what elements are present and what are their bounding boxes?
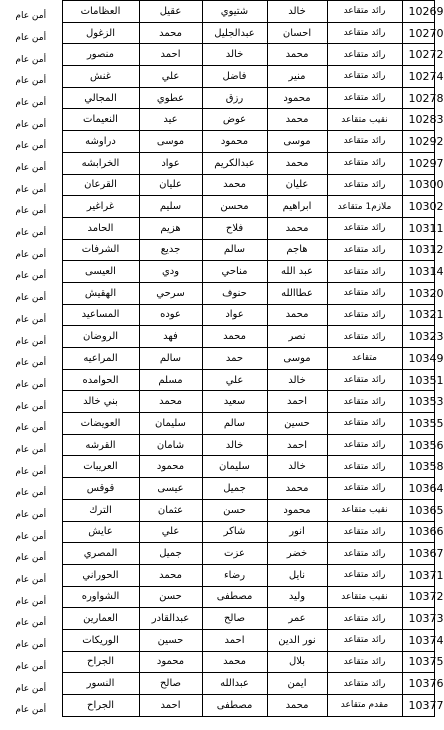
father-name-cell: عبدالكريم [202, 152, 267, 174]
rank-cell: رائد متقاعد [327, 217, 402, 239]
father-name-cell: صالح [202, 608, 267, 630]
first-name-cell: احمد [267, 391, 327, 413]
first-name-cell: هاجم [267, 239, 327, 261]
rank-cell: رائد متقاعد [327, 239, 402, 261]
rank-cell: رائد متقاعد [327, 629, 402, 651]
table-row [0, 348, 434, 370]
rank-cell: رائد متقاعد [327, 456, 402, 478]
first-name-cell: انور [267, 521, 327, 543]
table-row [0, 521, 434, 543]
grandfather-name-cell: عيسى [139, 478, 202, 500]
father-name-cell: حمد [202, 348, 267, 370]
family-name-cell: الهقيش [62, 282, 139, 304]
family-name-cell: الروضان [62, 326, 139, 348]
father-name-cell: رضاء [202, 564, 267, 586]
table-row [0, 87, 434, 109]
id-number-cell: 10312 [402, 239, 434, 261]
family-name-cell: النعيمات [62, 109, 139, 131]
directorate-cell: أمن عام [15, 97, 47, 108]
family-name-cell: الجراح [62, 695, 139, 717]
directorate-cell: أمن عام [15, 336, 47, 347]
family-name-cell: النسور [62, 673, 139, 695]
table-row [0, 44, 434, 66]
table-row [0, 261, 434, 283]
rank-cell: رائد متقاعد [327, 543, 402, 565]
id-number-cell: 10376 [402, 673, 434, 695]
father-name-cell: سالم [202, 239, 267, 261]
rank-cell: رائد متقاعد [327, 673, 402, 695]
family-name-cell: قوقس [62, 478, 139, 500]
table-row [0, 131, 434, 153]
grandfather-name-cell: شامان [139, 434, 202, 456]
first-name-cell: نصر [267, 326, 327, 348]
table-row [0, 413, 434, 435]
father-name-cell: شتيوي [202, 1, 267, 23]
grandfather-name-cell: جميل [139, 543, 202, 565]
directorate-cell: أمن عام [15, 553, 47, 564]
id-number-cell: 10269 [402, 1, 434, 23]
first-name-cell: خضر [267, 543, 327, 565]
rank-cell: رائد متقاعد [327, 434, 402, 456]
family-name-cell: الشواوره [62, 586, 139, 608]
directorate-cell: أمن عام [15, 640, 47, 651]
grandfather-name-cell: سليم [139, 196, 202, 218]
family-name-cell: القرعان [62, 174, 139, 196]
rank-cell: مقدم متقاعد [327, 695, 402, 717]
first-name-cell: موسى [267, 348, 327, 370]
directorate-cell: أمن عام [15, 575, 47, 586]
table-row [0, 391, 434, 413]
grandfather-name-cell: عطوي [139, 87, 202, 109]
father-name-cell: مناحي [202, 261, 267, 283]
rank-cell: نقيب متقاعد [327, 586, 402, 608]
family-name-cell: العيسى [62, 261, 139, 283]
grandfather-name-cell: جديع [139, 239, 202, 261]
grandfather-name-cell: عليان [139, 174, 202, 196]
father-name-cell: رزق [202, 87, 267, 109]
first-name-cell: حسين [267, 413, 327, 435]
rank-cell: رائد متقاعد [327, 66, 402, 88]
first-name-cell: نور الدين [267, 629, 327, 651]
family-name-cell: المجالي [62, 87, 139, 109]
grandfather-name-cell: محمد [139, 22, 202, 44]
grandfather-name-cell: محمود [139, 651, 202, 673]
father-name-cell: عزت [202, 543, 267, 565]
family-name-cell: العريبات [62, 456, 139, 478]
family-name-cell: العويضات [62, 413, 139, 435]
rank-cell: رائد متقاعد [327, 22, 402, 44]
first-name-cell: محمد [267, 44, 327, 66]
directorate-cell: أمن عام [15, 379, 47, 390]
grandfather-name-cell: مسلم [139, 369, 202, 391]
table-row [0, 434, 434, 456]
father-name-cell: مصطفى [202, 695, 267, 717]
id-number-cell: 10314 [402, 261, 434, 283]
directorate-cell: أمن عام [15, 228, 47, 239]
first-name-cell: محمد [267, 304, 327, 326]
first-name-cell: منير [267, 66, 327, 88]
father-name-cell: شاكر [202, 521, 267, 543]
rank-cell: رائد متقاعد [327, 651, 402, 673]
id-number-cell: 10272 [402, 44, 434, 66]
father-name-cell: سعيد [202, 391, 267, 413]
father-name-cell: حنوف [202, 282, 267, 304]
first-name-cell: خالد [267, 1, 327, 23]
grandfather-name-cell: عبدالقادر [139, 608, 202, 630]
rank-cell: رائد متقاعد [327, 1, 402, 23]
first-name-cell: محمد [267, 478, 327, 500]
father-name-cell: احمد [202, 629, 267, 651]
table-row [0, 282, 434, 304]
family-name-cell: العمارين [62, 608, 139, 630]
family-name-cell: الحوامده [62, 369, 139, 391]
table-row [0, 695, 434, 717]
table-row [0, 109, 434, 131]
directorate-cell: أمن عام [15, 531, 47, 542]
id-number-cell: 10297 [402, 152, 434, 174]
directorate-cell: أمن عام [15, 271, 47, 282]
rank-cell: رائد متقاعد [327, 131, 402, 153]
id-number-cell: 10274 [402, 66, 434, 88]
id-number-cell: 10351 [402, 369, 434, 391]
family-name-cell: بني خالد [62, 391, 139, 413]
rank-cell: رائد متقاعد [327, 478, 402, 500]
directorate-cell: أمن عام [15, 314, 47, 325]
directorate-cell: أمن عام [15, 423, 47, 434]
directorate-cell: أمن عام [15, 661, 47, 672]
directorate-cell: أمن عام [15, 466, 47, 477]
family-name-cell: عايش [62, 521, 139, 543]
first-name-cell: خالد [267, 456, 327, 478]
table-row [0, 369, 434, 391]
father-name-cell: سالم [202, 413, 267, 435]
first-name-cell: محمود [267, 87, 327, 109]
first-name-cell: موسى [267, 131, 327, 153]
id-number-cell: 10349 [402, 348, 434, 370]
rank-cell: رائد متقاعد [327, 44, 402, 66]
father-name-cell: عوض [202, 109, 267, 131]
family-name-cell: الوريكات [62, 629, 139, 651]
directorate-cell: أمن عام [15, 119, 47, 130]
rank-cell: متقاعد [327, 348, 402, 370]
id-number-cell: 10292 [402, 131, 434, 153]
grandfather-name-cell: موسى [139, 131, 202, 153]
first-name-cell: احمد [267, 434, 327, 456]
grandfather-name-cell: سليمان [139, 413, 202, 435]
first-name-cell: نايل [267, 564, 327, 586]
first-name-cell: عطاالله [267, 282, 327, 304]
grandfather-name-cell: علي [139, 66, 202, 88]
rank-cell: رائد متقاعد [327, 521, 402, 543]
directorate-cell: أمن عام [15, 163, 47, 173]
table-row [0, 326, 434, 348]
family-name-cell: دراوشه [62, 131, 139, 153]
id-number-cell: 10372 [402, 586, 434, 608]
first-name-cell: وليد [267, 586, 327, 608]
grandfather-name-cell: عثمان [139, 499, 202, 521]
table-row [0, 651, 434, 673]
table-row [0, 673, 434, 695]
first-name-cell: عليان [267, 174, 327, 196]
father-name-cell: محمد [202, 174, 267, 196]
table-row [0, 304, 434, 326]
rank-cell: ملازم1 متقاعد [327, 196, 402, 218]
grandfather-name-cell: حسين [139, 629, 202, 651]
grandfather-name-cell: علي [139, 521, 202, 543]
id-number-cell: 10278 [402, 87, 434, 109]
id-number-cell: 10323 [402, 326, 434, 348]
directorate-cell: أمن عام [15, 683, 47, 694]
table-row [0, 217, 434, 239]
table-row [0, 564, 434, 586]
id-number-cell: 10353 [402, 391, 434, 413]
id-number-cell: 10373 [402, 608, 434, 630]
family-name-cell: الزغول [62, 22, 139, 44]
id-number-cell: 10356 [402, 434, 434, 456]
directorate-cell: أمن عام [15, 54, 47, 65]
father-name-cell: فاضل [202, 66, 267, 88]
family-name-cell: منصور [62, 44, 139, 66]
father-name-cell: محمد [202, 651, 267, 673]
family-name-cell: غراغير [62, 196, 139, 218]
rank-cell: رائد متقاعد [327, 174, 402, 196]
id-number-cell: 10371 [402, 564, 434, 586]
directorate-cell: أمن عام [15, 206, 47, 217]
directorate-cell: أمن عام [15, 705, 47, 716]
table-body [0, 1, 444, 717]
rank-cell: نقيب متقاعد [327, 499, 402, 521]
first-name-cell: محمود [267, 499, 327, 521]
family-name-cell: الشرفات [62, 239, 139, 261]
table-row [0, 66, 434, 88]
family-name-cell: الترك [62, 499, 139, 521]
father-name-cell: حسن [202, 499, 267, 521]
first-name-cell: محمد [267, 217, 327, 239]
father-name-cell: محسن [202, 196, 267, 218]
table-row [0, 629, 434, 651]
family-name-cell: القرشه [62, 434, 139, 456]
rank-cell: رائد متقاعد [327, 282, 402, 304]
directorate-cell: أمن عام [15, 401, 47, 412]
table-row [0, 152, 434, 174]
table-row [0, 196, 434, 218]
id-number-cell: 10270 [402, 22, 434, 44]
family-name-cell: المراعيه [62, 348, 139, 370]
id-number-cell: 10300 [402, 174, 434, 196]
father-name-cell: عواد [202, 304, 267, 326]
id-number-cell: 10355 [402, 413, 434, 435]
id-number-cell: 10311 [402, 217, 434, 239]
rank-cell: رائد متقاعد [327, 326, 402, 348]
grandfather-name-cell: سرحي [139, 282, 202, 304]
grandfather-name-cell: عيد [139, 109, 202, 131]
grandfather-name-cell: سالم [139, 348, 202, 370]
directorate-cell: أمن عام [15, 510, 47, 520]
id-number-cell: 10377 [402, 695, 434, 717]
father-name-cell: عبدالجليل [202, 22, 267, 44]
father-name-cell: خالد [202, 434, 267, 456]
id-number-cell: 10302 [402, 196, 434, 218]
grandfather-name-cell: احمد [139, 695, 202, 717]
father-name-cell: محمد [202, 326, 267, 348]
id-number-cell: 10374 [402, 629, 434, 651]
first-name-cell: محمد [267, 152, 327, 174]
directorate-cell: أمن عام [15, 488, 47, 499]
id-number-cell: 10283 [402, 109, 434, 131]
first-name-cell: خالد [267, 369, 327, 391]
first-name-cell: ابراهيم [267, 196, 327, 218]
father-name-cell: عبدالله [202, 673, 267, 695]
id-number-cell: 10367 [402, 543, 434, 565]
directorate-cell: أمن عام [15, 293, 47, 304]
directorate-cell: أمن عام [15, 32, 47, 43]
grandfather-name-cell: محمد [139, 564, 202, 586]
grandfather-name-cell: حسن [139, 586, 202, 608]
grandfather-name-cell: احمد [139, 44, 202, 66]
rank-cell: رائد متقاعد [327, 152, 402, 174]
family-name-cell: المصري [62, 543, 139, 565]
directorate-cell: أمن عام [15, 76, 47, 87]
directorate-cell: أمن عام [15, 444, 47, 455]
rank-cell: رائد متقاعد [327, 413, 402, 435]
table-row [0, 1, 434, 23]
table-row [0, 239, 434, 261]
rank-cell: رائد متقاعد [327, 391, 402, 413]
first-name-cell: احسان [267, 22, 327, 44]
family-name-cell: الحوراني [62, 564, 139, 586]
family-name-cell: الحامد [62, 217, 139, 239]
table-row [0, 22, 434, 44]
rank-cell: رائد متقاعد [327, 608, 402, 630]
id-number-cell: 10364 [402, 478, 434, 500]
id-number-cell: 10321 [402, 304, 434, 326]
family-name-cell: الخرابشه [62, 152, 139, 174]
directorate-cell: أمن عام [15, 249, 47, 260]
rank-cell: رائد متقاعد [327, 304, 402, 326]
rank-cell: رائد متقاعد [327, 261, 402, 283]
table-row [0, 174, 434, 196]
id-number-cell: 10320 [402, 282, 434, 304]
directorate-cell: أمن عام [15, 184, 47, 195]
grandfather-name-cell: هزيم [139, 217, 202, 239]
grandfather-name-cell: عقيل [139, 1, 202, 23]
table-row [0, 499, 434, 521]
first-name-cell: محمد [267, 109, 327, 131]
rank-cell: رائد متقاعد [327, 369, 402, 391]
father-name-cell: خالد [202, 44, 267, 66]
father-name-cell: علي [202, 369, 267, 391]
directorate-cell: أمن عام [15, 11, 47, 22]
rank-cell: رائد متقاعد [327, 87, 402, 109]
family-name-cell: الجراح [62, 651, 139, 673]
father-name-cell: مصطفى [202, 586, 267, 608]
id-number-cell: 10375 [402, 651, 434, 673]
family-name-cell: المساعيد [62, 304, 139, 326]
table-row [0, 478, 434, 500]
father-name-cell: سليمان [202, 456, 267, 478]
grandfather-name-cell: محمود [139, 456, 202, 478]
grandfather-name-cell: ودي [139, 261, 202, 283]
first-name-cell: ايمن [267, 673, 327, 695]
id-number-cell: 10358 [402, 456, 434, 478]
first-name-cell: عمر [267, 608, 327, 630]
father-name-cell: محمود [202, 131, 267, 153]
grandfather-name-cell: عوده [139, 304, 202, 326]
rank-cell: رائد متقاعد [327, 564, 402, 586]
directorate-cell: أمن عام [15, 358, 47, 369]
family-name-cell: غنش [62, 66, 139, 88]
directorate-cell: أمن عام [15, 596, 47, 607]
first-name-cell: عبد الله [267, 261, 327, 283]
table-row [0, 586, 434, 608]
first-name-cell: محمد [267, 695, 327, 717]
table-row [0, 608, 434, 630]
grandfather-name-cell: فهد [139, 326, 202, 348]
grandfather-name-cell: محمد [139, 391, 202, 413]
directorate-cell: أمن عام [15, 618, 47, 629]
grandfather-name-cell: صالح [139, 673, 202, 695]
directorate-cell: أمن عام [15, 141, 47, 152]
grandfather-name-cell: عواد [139, 152, 202, 174]
father-name-cell: فلاح [202, 217, 267, 239]
father-name-cell: جميل [202, 478, 267, 500]
table-row [0, 456, 434, 478]
id-number-cell: 10365 [402, 499, 434, 521]
first-name-cell: بلال [267, 651, 327, 673]
rank-cell: نقيب متقاعد [327, 109, 402, 131]
id-number-cell: 10366 [402, 521, 434, 543]
family-name-cell: العظامات [62, 1, 139, 23]
table-row [0, 543, 434, 565]
